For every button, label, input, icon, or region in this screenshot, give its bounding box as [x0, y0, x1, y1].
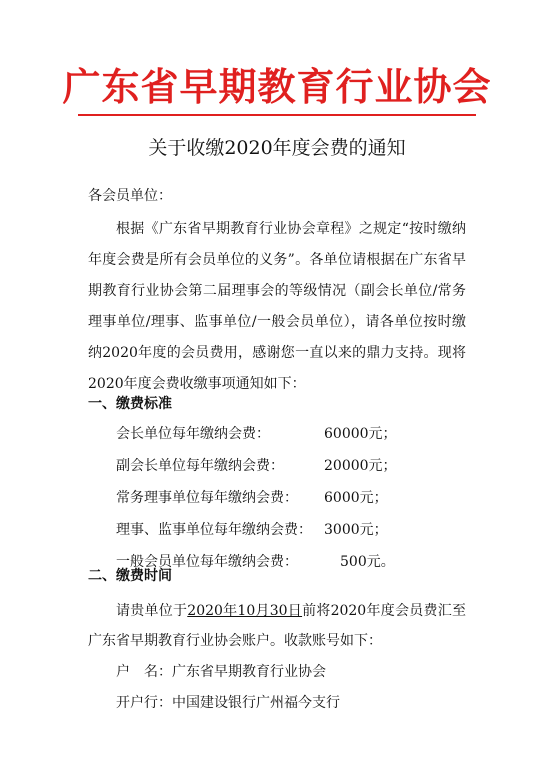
section-heading-fee-standard: 一、缴费标准: [88, 396, 172, 412]
fee-amount: 60000元；: [324, 426, 397, 442]
organization-title: 广东省早期教育行业协会: [62, 64, 492, 109]
account-name-label: 户 名：: [116, 664, 172, 680]
account-name-row: [116, 662, 326, 682]
fee-label: 理事、监事单位每年缴纳会费：: [116, 522, 312, 538]
fee-label: 会长单位每年缴纳会费：: [116, 426, 270, 442]
fee-label: 一般会员单位每年缴纳会费：: [116, 554, 298, 570]
account-bank-value: 中国建设银行广州福今支行: [172, 695, 340, 711]
intro-paragraph: 根据《广东省早期教育行业协会章程》之规定“按时缴纳年度会费是所有会员单位的义务”。各单位请根据在广东省早期教育行业协会第二届理事会的等级情况（副会长单位/常务理事单位/理事、监事单位/一般会员单位），请各单位按时缴纳2020年度的会员费用，感谢您一直以来的鼎力支持。现将2020年度会费收缴事项通知如下：: [88, 221, 466, 392]
fee-row-president: [116, 424, 397, 444]
account-bank-row: [116, 693, 340, 713]
account-bank-label: 开户行：: [116, 695, 172, 711]
notice-title: 关于收缴2020年度会费的通知: [148, 137, 406, 159]
fee-amount: 500元。: [340, 554, 395, 570]
fee-row-vice-president: [116, 456, 397, 476]
fee-label: 副会长单位每年缴纳会费：: [116, 458, 284, 474]
payment-deadline: 2020年10月30日: [187, 603, 303, 619]
payment-time-paragraph: [88, 596, 466, 656]
fee-row-director-supervisor: [116, 520, 388, 540]
payment-text-before: 请贵单位于: [116, 603, 188, 619]
fee-amount: 20000元；: [324, 458, 397, 474]
fee-label: 常务理事单位每年缴纳会费：: [116, 490, 298, 506]
payment-text-after: 前将2020年度会员费汇至广东省早期教育行业协会账户。收款账号如下：: [88, 603, 466, 649]
fee-row-standing-director: [116, 488, 388, 508]
salutation: 各会员单位：: [88, 188, 172, 204]
fee-amount: 6000元；: [324, 490, 388, 506]
fee-amount: 3000元；: [324, 522, 388, 538]
header-red-rule: [78, 114, 476, 116]
account-name-value: 广东省早期教育行业协会: [172, 664, 326, 680]
section-heading-payment-time: 二、缴费时间: [88, 568, 172, 584]
